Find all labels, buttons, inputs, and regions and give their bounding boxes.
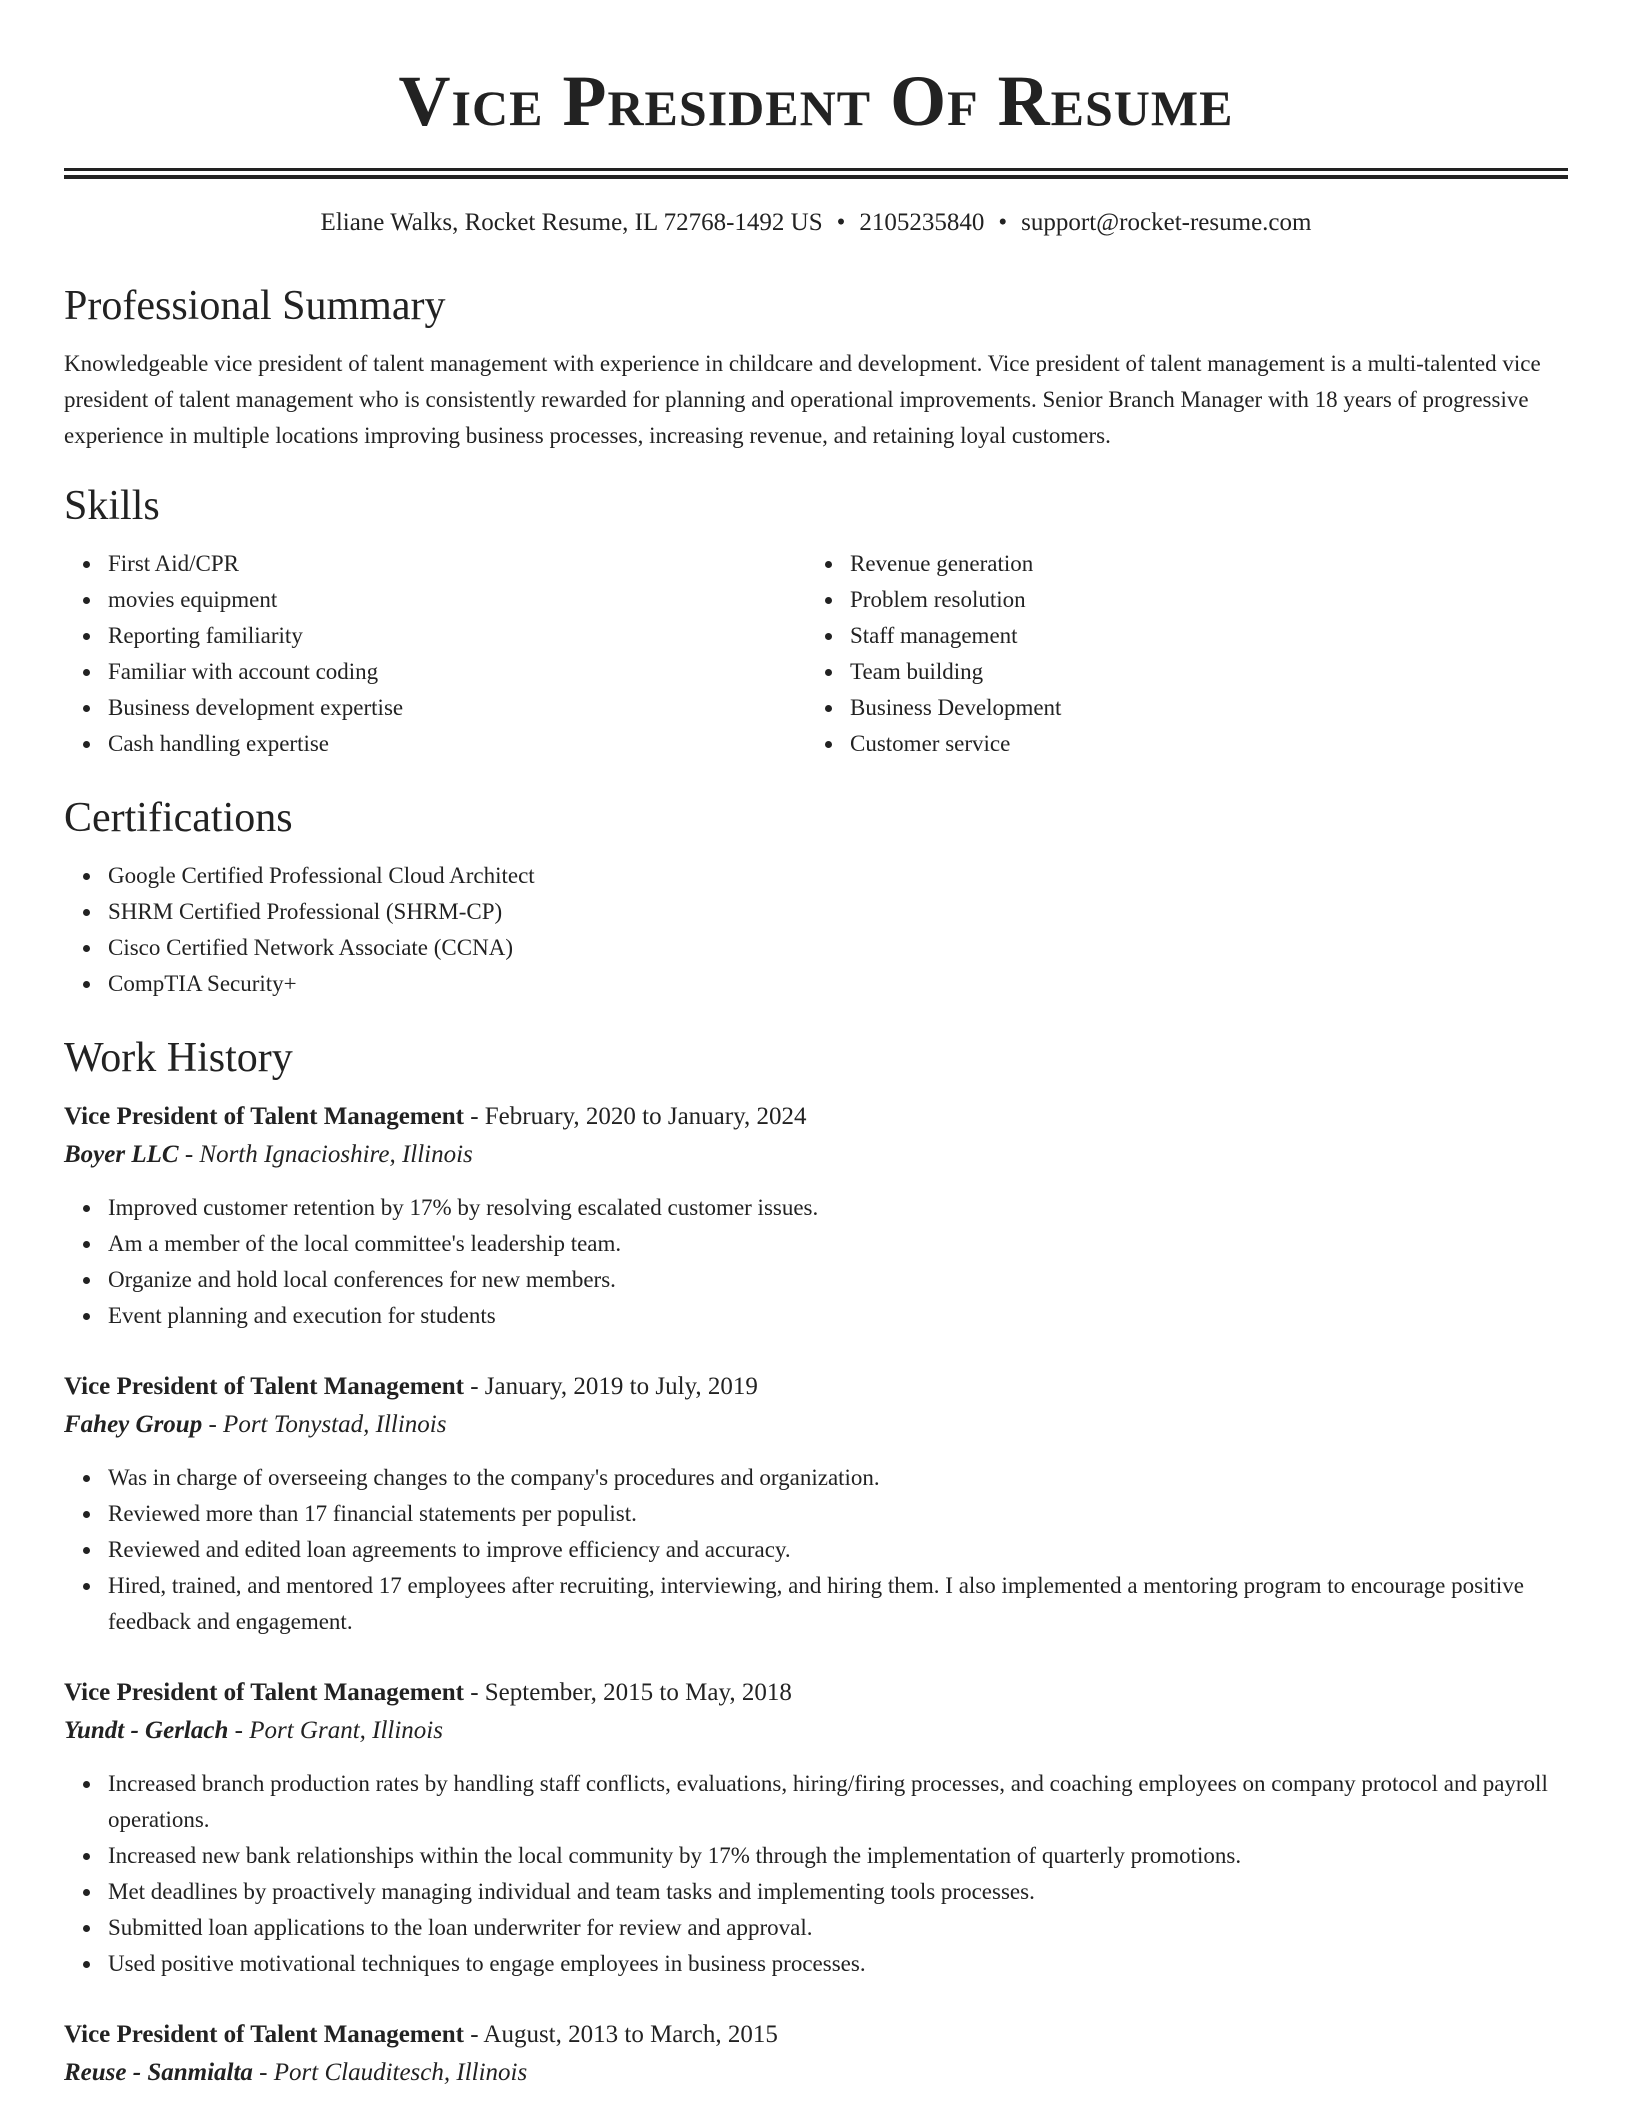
- job-company: Fahey Group: [64, 1411, 203, 1438]
- job-bullet: Met deadlines by proactively managing individual and team tasks and implementing tools processes.: [108, 1874, 1568, 1910]
- contact-phone: 2105235840: [859, 209, 985, 236]
- certification-item: Google Certified Professional Cloud Architect: [108, 858, 1568, 894]
- job-dates: - September, 2015 to May, 2018: [463, 1679, 792, 1706]
- job-bullet: Organize and hold local conferences for new members.: [108, 1262, 1568, 1298]
- contact-email[interactable]: support@rocket-resume.com: [1021, 209, 1312, 236]
- skills-heading: Skills: [64, 483, 160, 529]
- job-company-line: [64, 1406, 1568, 1444]
- summary-heading: Professional Summary: [64, 283, 446, 329]
- work-history-section: [64, 1032, 1568, 2092]
- job-title-line: [64, 1098, 1568, 1136]
- summary-section: [64, 280, 1568, 454]
- job-bullet: Was in charge of overseeing changes to the company's procedures and organization.: [108, 1460, 1568, 1496]
- job-title-line: [64, 1368, 1568, 1406]
- certifications-heading: Certifications: [64, 795, 293, 841]
- resume-title: Vice President Of Resume: [398, 61, 1234, 141]
- job-title: Vice President of Talent Management: [64, 1103, 464, 1130]
- skill-item: Customer service: [850, 726, 1548, 762]
- skill-item: Problem resolution: [850, 582, 1548, 618]
- contact-address: Eliane Walks, Rocket Resume, IL 72768-1492 US: [320, 209, 823, 236]
- certification-item: CompTIA Security+: [108, 966, 1568, 1002]
- skill-item: Familiar with account coding: [108, 654, 806, 690]
- skill-item: Cash handling expertise: [108, 726, 806, 762]
- skill-item: Reporting familiarity: [108, 618, 806, 654]
- contact-separator: •: [836, 209, 846, 236]
- skills-section: [64, 480, 1568, 762]
- job-company-line: [64, 2054, 1568, 2092]
- job-company: Yundt - Gerlach: [64, 1717, 229, 1744]
- title-divider: [64, 168, 1568, 179]
- job-company-line: [64, 1136, 1568, 1174]
- job-company-line: [64, 1712, 1568, 1750]
- contact-separator: •: [998, 209, 1008, 236]
- job-bullet: Hired, trained, and mentored 17 employees after recruiting, interviewing, and hiring them. I also implemented a mentoring program to encourage positive feedback and engagement.: [108, 1568, 1568, 1640]
- job-entry: [64, 1098, 1568, 1334]
- skill-item: Business Development: [850, 690, 1548, 726]
- job-location: - Port Tonystad, Illinois: [202, 1411, 447, 1438]
- certification-item: Cisco Certified Network Associate (CCNA): [108, 930, 1568, 966]
- summary-text: Knowledgeable vice president of talent management with experience in childcare and development. Vice president of talent management is a multi-talented vice president of talent management who is consistently rewarded for planning and operational improvements. Senior Branch Manager with 18 years of progressive experience in multiple locations improving business processes, increasing revenue, and retaining loyal customers.: [64, 351, 1541, 448]
- job-entry: [64, 1368, 1568, 1640]
- certifications-section: [64, 792, 1568, 1002]
- job-bullets: [64, 1766, 1568, 1982]
- job-dates: - August, 2013 to March, 2015: [463, 2021, 778, 2048]
- skills-grid: [64, 546, 1568, 762]
- certification-item: SHRM Certified Professional (SHRM-CP): [108, 894, 1568, 930]
- skill-item: First Aid/CPR: [108, 546, 806, 582]
- job-bullet: Increased new bank relationships within the local community by 17% through the implementation of quarterly promotions.: [108, 1838, 1568, 1874]
- skill-item: movies equipment: [108, 582, 806, 618]
- resume-page: [64, 0, 1568, 2092]
- skill-item: Team building: [850, 654, 1548, 690]
- job-entry: [64, 2016, 1568, 2092]
- job-bullet: Reviewed and edited loan agreements to improve efficiency and accuracy.: [108, 1532, 1568, 1568]
- job-location: - North Ignacioshire, Illinois: [178, 1141, 473, 1168]
- job-location: - Port Clauditesch, Illinois: [252, 2059, 528, 2086]
- job-bullets: [64, 1460, 1568, 1640]
- skill-item: Business development expertise: [108, 690, 806, 726]
- job-location: - Port Grant, Illinois: [228, 1717, 443, 1744]
- job-bullet: Increased branch production rates by handling staff conflicts, evaluations, hiring/firing processes, and coaching employees on company protocol and payroll operations.: [108, 1766, 1568, 1838]
- skills-left-column: [64, 546, 806, 762]
- job-bullets: [64, 1190, 1568, 1334]
- job-title-line: [64, 2016, 1568, 2054]
- job-title: Vice President of Talent Management: [64, 1373, 464, 1400]
- skills-right-column: [806, 546, 1548, 762]
- job-bullet: Am a member of the local committee's leadership team.: [108, 1226, 1568, 1262]
- job-bullet: Submitted loan applications to the loan underwriter for review and approval.: [108, 1910, 1568, 1946]
- job-bullet: Improved customer retention by 17% by resolving escalated customer issues.: [108, 1190, 1568, 1226]
- job-title: Vice President of Talent Management: [64, 2021, 464, 2048]
- skill-item: Revenue generation: [850, 546, 1548, 582]
- job-bullet: Event planning and execution for students: [108, 1298, 1568, 1334]
- job-bullet: Reviewed more than 17 financial statements per populist.: [108, 1496, 1568, 1532]
- skill-item: Staff management: [850, 618, 1548, 654]
- job-bullet: Used positive motivational techniques to engage employees in business processes.: [108, 1946, 1568, 1982]
- job-title: Vice President of Talent Management: [64, 1679, 464, 1706]
- work-history-heading: Work History: [64, 1035, 293, 1081]
- job-dates: - February, 2020 to January, 2024: [463, 1103, 807, 1130]
- job-company: Boyer LLC: [64, 1141, 179, 1168]
- certifications-list: [64, 858, 1568, 1002]
- job-dates: - January, 2019 to July, 2019: [463, 1373, 758, 1400]
- job-title-line: [64, 1674, 1568, 1712]
- job-company: Reuse - Sanmialta: [64, 2059, 253, 2086]
- contact-line: [64, 206, 1568, 240]
- job-entry: [64, 1674, 1568, 1982]
